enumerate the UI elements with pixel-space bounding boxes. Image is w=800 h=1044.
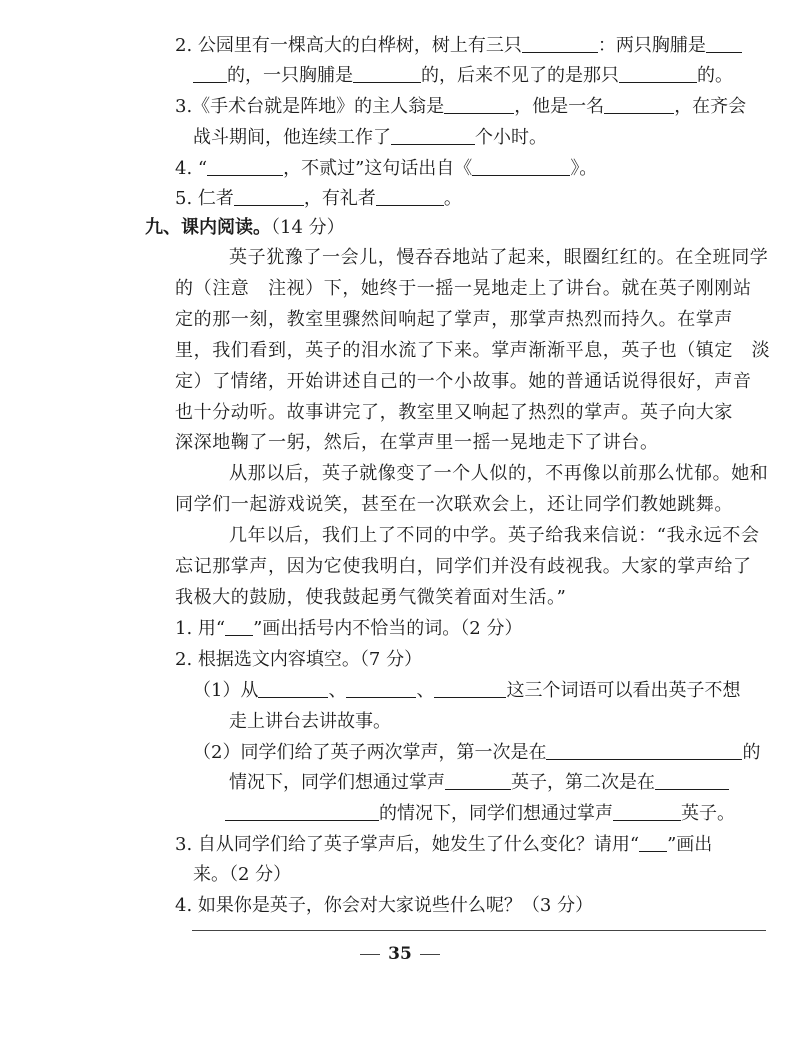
q2-text-e: 的。 xyxy=(697,65,733,86)
rq2-s2e: 的情况下，同学们想通过掌声 xyxy=(379,803,613,824)
q2-text-d: 的，后来不见了的是那只 xyxy=(421,65,619,86)
answer-blank[interactable] xyxy=(193,64,227,83)
answer-blank[interactable] xyxy=(522,34,598,53)
reading-question-2-sub2-line1 xyxy=(193,740,760,766)
q5-text-c: 。 xyxy=(443,188,462,209)
answer-blank[interactable] xyxy=(604,95,674,114)
answer-blank[interactable] xyxy=(613,802,681,821)
reading-question-1 xyxy=(175,616,522,642)
rq2-s2a: （2）同学们给了英子两次掌声，第一次是在 xyxy=(193,742,547,763)
dash-left xyxy=(360,954,380,955)
passage-line: 从那以后，英子就像变了一个人似的，不再像以前那么忧郁。她和 xyxy=(229,463,769,484)
answer-blank[interactable] xyxy=(706,34,742,53)
rq1-text-b: ”画出括号内不恰当的词。（2 分） xyxy=(253,618,523,639)
reading-question-2-sub1-line2: 走上讲台去讲故事。 xyxy=(229,711,391,732)
section-9-heading xyxy=(145,215,345,241)
q3-text-c: ，在齐会 xyxy=(674,96,747,117)
question-3-line-1 xyxy=(175,94,746,120)
answer-blank[interactable] xyxy=(258,679,328,698)
rq1-text-a: 1. 用“ xyxy=(175,618,226,639)
q2-text-c: 的，一只胸脯是 xyxy=(227,65,353,86)
question-4 xyxy=(175,156,597,182)
rq2-s1a: （1）从 xyxy=(193,680,259,701)
passage-line: 的（注意 注视）下，她终于一摇一晃地走上了讲台。就在英子刚刚站 xyxy=(175,278,752,299)
rq2-s2c: 情况下，同学们想通过掌声 xyxy=(229,772,445,793)
rq2-s1b: 这三个词语可以看出英子不想 xyxy=(506,680,741,701)
answer-blank[interactable] xyxy=(619,64,697,83)
answer-blank[interactable] xyxy=(472,157,570,176)
answer-blank[interactable] xyxy=(234,187,304,206)
underline-sample xyxy=(225,617,253,636)
reading-question-3-line2: 来。（2 分） xyxy=(193,864,292,885)
passage-line: 英子犹豫了一会儿，慢吞吞地站了起来，眼圈红红的。在全班同学 xyxy=(229,247,769,268)
question-2-line-1 xyxy=(175,33,742,59)
answer-blank[interactable] xyxy=(434,679,506,698)
reading-question-4: 4. 如果你是英子，你会对大家说些什么呢？（3 分） xyxy=(175,895,594,916)
rq3-text-b: ”画出 xyxy=(667,834,713,855)
passage-line: 也十分动听。故事讲完了，教室里又响起了热烈的掌声。英子向大家 xyxy=(175,402,733,423)
passage-line: 深深地鞠了一躬，然后，在掌声里一摇一晃地走下了讲台。 xyxy=(175,432,659,453)
q4-text-a: 4. “ xyxy=(175,158,208,179)
q2-text-a: 2. 公园里有一棵高大的白桦树，树上有三只 xyxy=(175,35,522,56)
passage-line: 定）了情绪，开始讲述自己的一个小故事。她的普通话说得很好，声音 xyxy=(175,371,752,392)
answer-line[interactable] xyxy=(192,930,766,931)
passage-line: 忘记那掌声，因为它使我明白，同学们并没有歧视我。大家的掌声给了 xyxy=(175,556,752,577)
answer-blank[interactable] xyxy=(391,126,475,145)
page-number-footer xyxy=(0,944,800,964)
reading-question-2-title: 2. 根据选文内容填空。（7 分） xyxy=(175,649,423,670)
answer-blank[interactable] xyxy=(376,187,444,206)
q3-text-e: 个小时。 xyxy=(475,127,547,148)
q4-text-c: 》。 xyxy=(570,158,598,179)
section-9-score: （14 分） xyxy=(271,217,345,238)
answer-blank[interactable] xyxy=(655,771,729,790)
q4-text-b: ，不贰过”这句话出自《 xyxy=(283,158,473,179)
q3-text-b: ，他是一名 xyxy=(514,96,605,117)
underline-sample xyxy=(639,833,667,852)
reading-question-2-sub2-line3 xyxy=(225,801,735,827)
reading-question-2-sub1-line1 xyxy=(193,678,740,704)
answer-blank[interactable] xyxy=(225,802,379,821)
question-3-line-2 xyxy=(193,125,547,151)
passage-line: 我极大的鼓励，使我鼓起勇气微笑着面对生活。” xyxy=(175,587,567,608)
rq2-s1-sep2: 、 xyxy=(416,680,435,701)
dash-right xyxy=(420,954,440,955)
rq2-s1-sep1: 、 xyxy=(328,680,347,701)
answer-blank[interactable] xyxy=(353,64,421,83)
answer-blank[interactable] xyxy=(546,741,742,760)
reading-question-2-sub2-line2 xyxy=(229,770,729,796)
answer-blank[interactable] xyxy=(207,157,283,176)
rq2-s2d: 英子，第二次是在 xyxy=(511,772,655,793)
q3-text-d: 战斗期间，他连续工作了 xyxy=(193,127,391,148)
question-2-line-2 xyxy=(193,63,733,89)
rq3-text-a: 3. 自从同学们给了英子掌声后，她发生了什么变化？请用“ xyxy=(175,834,640,855)
rq2-s2f: 英子。 xyxy=(681,803,735,824)
q3-text-a: 3.《手术台就是阵地》的主人翁是 xyxy=(175,96,445,117)
rq2-s2b: 的 xyxy=(742,742,761,763)
passage-line: 几年以后，我们上了不同的中学。英子给我来信说：“我永远不会 xyxy=(229,525,760,546)
answer-blank[interactable] xyxy=(444,95,514,114)
q5-text-b: ，有礼者 xyxy=(303,188,376,209)
passage-line: 同学们一起游戏说笑，甚至在一次联欢会上，还让同学们教她跳舞。 xyxy=(175,494,733,515)
passage-line: 里，我们看到，英子的泪水流了下来。掌声渐渐平息，英子也（镇定 淡 xyxy=(175,340,771,361)
section-9-title: 九、课内阅读。 xyxy=(145,217,271,238)
question-5 xyxy=(175,186,462,212)
reading-question-3-line1 xyxy=(175,832,712,858)
q2-text-b: ：两只胸脯是 xyxy=(597,35,706,56)
answer-blank[interactable] xyxy=(346,679,416,698)
page-number: 35 xyxy=(388,944,412,964)
passage-line: 定的那一刻，教室里骤然间响起了掌声，那掌声热烈而持久。在掌声 xyxy=(175,309,733,330)
answer-blank[interactable] xyxy=(445,771,511,790)
q5-text-a: 5. 仁者 xyxy=(175,188,234,209)
